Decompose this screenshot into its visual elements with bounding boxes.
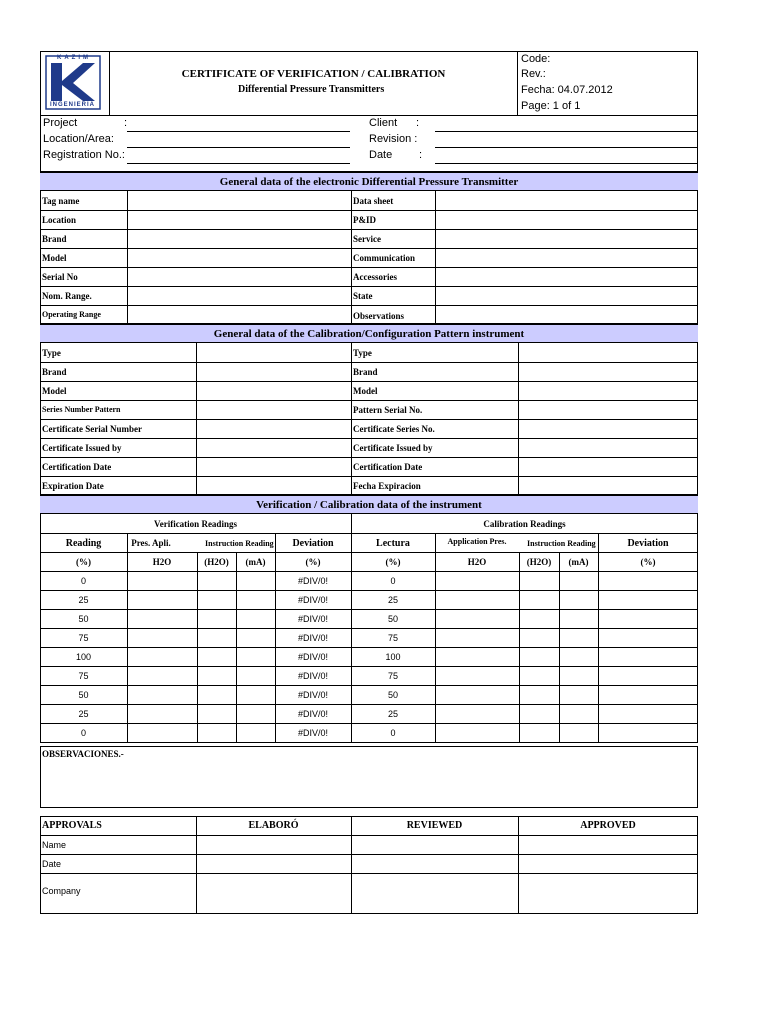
pattern-field-label: Model (42, 386, 67, 396)
pattern-field-label: Certificate Issued by (42, 443, 122, 453)
deviation-cell[interactable] (599, 591, 697, 609)
registration-label: Registration No.: (43, 149, 125, 161)
date-label: Date (369, 149, 393, 161)
unit-deviation-c: (%) (640, 557, 656, 567)
instruction-h2o-cell[interactable] (520, 724, 558, 742)
transmitter-field-label: Tag name (42, 196, 80, 206)
unit-h2o-c: (H2O) (526, 557, 552, 567)
code-label: Code: (521, 53, 551, 65)
transmitter-field-label: Nom. Range. (42, 291, 92, 301)
pattern-field-label: Pattern Serial No. (353, 405, 423, 415)
pattern-field-label: Brand (353, 367, 378, 377)
header-pres-apli: Pres. Apli. (131, 538, 171, 548)
approved-header: APPROVED (580, 820, 636, 831)
unit-h2o-v: (H2O) (204, 557, 229, 567)
deviation-value: #DIV/0! (297, 728, 328, 738)
pattern-field-label: Brand (42, 367, 67, 377)
lectura-value: 0 (390, 728, 396, 738)
verification-readings-title: Verification Readings (154, 519, 237, 529)
pattern-value-cell[interactable] (519, 477, 697, 495)
deviation-value: #DIV/0! (297, 652, 328, 662)
transmitter-value-cell[interactable] (436, 306, 697, 324)
pres-apli-cell[interactable] (128, 610, 196, 628)
pattern-value-cell[interactable] (519, 439, 697, 457)
pattern-field-label: Certificate Serial Number (42, 424, 142, 434)
pattern-section-title: General data of the Calibration/Configuration Pattern instrument (40, 324, 698, 343)
transmitter-value-cell[interactable] (128, 230, 350, 248)
observations-label: OBSERVACIONES.- (42, 749, 124, 759)
pattern-value-cell[interactable] (197, 439, 350, 457)
deviation-cell[interactable] (599, 705, 697, 723)
section3-line (40, 533, 698, 534)
pattern-value-cell[interactable] (519, 401, 697, 419)
reading-value: 25 (78, 709, 89, 719)
instruction-ma-cell[interactable] (237, 705, 274, 723)
instruction-ma-cell[interactable] (560, 629, 597, 647)
approval-entry-cell[interactable] (519, 874, 696, 913)
lectura-value: 50 (387, 690, 398, 700)
transmitter-value-cell[interactable] (436, 211, 697, 229)
reading-value: 75 (78, 671, 89, 681)
lectura-value: 100 (385, 652, 401, 662)
instruction-h2o-cell[interactable] (198, 572, 235, 590)
transmitter-section-title: General data of the electronic Differential Pressure Transmitter (40, 172, 698, 191)
instruction-h2o-cell[interactable] (520, 667, 558, 685)
location-area-label: Location/Area: (43, 133, 114, 145)
instruction-h2o-cell[interactable] (520, 648, 558, 666)
instruction-h2o-cell[interactable] (198, 724, 235, 742)
approvals-row-company: Company (42, 886, 81, 896)
reading-value: 50 (78, 614, 89, 624)
header-divider-left (109, 51, 110, 116)
instruction-h2o-cell[interactable] (198, 629, 235, 647)
deviation-value: #DIV/0! (297, 690, 328, 700)
unit-reading: (%) (76, 557, 91, 567)
date-colon: : (419, 149, 423, 161)
approval-entry-cell[interactable] (197, 855, 350, 873)
transmitter-value-cell[interactable] (128, 306, 350, 324)
pattern-value-cell[interactable] (197, 382, 350, 400)
revision-label: Revision : (369, 133, 418, 145)
application-pres-cell[interactable] (436, 591, 518, 609)
transmitter-field-label: Model (42, 253, 67, 263)
pattern-value-cell[interactable] (519, 344, 697, 362)
instruction-ma-cell[interactable] (560, 724, 597, 742)
company-logo (45, 55, 101, 110)
pattern-field-label: Series Number Pattern (42, 405, 121, 414)
instruction-ma-cell[interactable] (560, 686, 597, 704)
pattern-value-cell[interactable] (197, 477, 350, 495)
pattern-field-label: Certification Date (42, 462, 112, 472)
lectura-value: 75 (387, 671, 398, 681)
pres-apli-cell[interactable] (128, 724, 196, 742)
approval-entry-cell[interactable] (197, 874, 350, 913)
pattern-value-cell[interactable] (519, 458, 697, 476)
header-application-pres: Application Pres. (447, 537, 507, 546)
deviation-cell[interactable] (599, 667, 697, 685)
reviewed-header: REVIEWED (406, 820, 463, 831)
section3-line (40, 552, 698, 553)
approvals-header: APPROVALS (42, 820, 102, 831)
certificate-subtitle: Differential Pressure Transmitters (238, 84, 385, 95)
pattern-value-cell[interactable] (197, 458, 350, 476)
deviation-cell[interactable] (599, 686, 697, 704)
observations-box[interactable] (40, 746, 698, 808)
pres-apli-cell[interactable] (128, 667, 196, 685)
fecha-label: Fecha: 04.07.2012 (521, 84, 613, 96)
application-pres-cell[interactable] (436, 686, 518, 704)
pattern-value-cell[interactable] (519, 363, 697, 381)
instruction-ma-cell[interactable] (560, 591, 597, 609)
instruction-h2o-cell[interactable] (198, 591, 235, 609)
instruction-h2o-cell[interactable] (520, 629, 558, 647)
approval-entry-cell[interactable] (352, 855, 517, 873)
lectura-value: 75 (387, 633, 398, 643)
deviation-value: #DIV/0! (297, 614, 328, 624)
pattern-field-label: Fecha Expiracion (353, 481, 421, 491)
unit-ma-v: (mA) (245, 557, 266, 567)
instruction-ma-cell[interactable] (237, 724, 274, 742)
approvals-row-name: Name (42, 840, 67, 850)
transmitter-field-label: Observations (353, 311, 405, 321)
reading-value: 75 (78, 633, 89, 643)
instruction-ma-cell[interactable] (237, 610, 274, 628)
pattern-field-label: Certificate Series No. (353, 424, 435, 434)
header-instruction-reading-c: Instruction Reading (527, 539, 596, 548)
lectura-value: 25 (387, 595, 398, 605)
instruction-h2o-cell[interactable] (520, 572, 558, 590)
instruction-h2o-cell[interactable] (520, 610, 558, 628)
header-lectura: Lectura (376, 538, 410, 549)
pattern-field-label: Certificate Issued by (353, 443, 433, 453)
pres-apli-cell[interactable] (128, 686, 196, 704)
transmitter-field-label: P&ID (353, 215, 376, 225)
project-colon: : (124, 117, 128, 129)
transmitter-field-label: Serial No (42, 272, 78, 282)
deviation-cell[interactable] (599, 724, 697, 742)
transmitter-field-label: Service (353, 234, 381, 244)
application-pres-cell[interactable] (436, 572, 518, 590)
lectura-value: 0 (390, 576, 396, 586)
application-pres-cell[interactable] (436, 629, 518, 647)
transmitter-field-label: State (353, 291, 373, 301)
deviation-value: #DIV/0! (297, 595, 328, 605)
transmitter-value-cell[interactable] (436, 287, 697, 305)
application-pres-cell[interactable] (436, 724, 518, 742)
pattern-value-cell[interactable] (519, 420, 697, 438)
transmitter-value-cell[interactable] (436, 230, 697, 248)
instruction-h2o-cell[interactable] (520, 705, 558, 723)
unit-application-pres: H2O (467, 557, 487, 567)
instruction-h2o-cell[interactable] (520, 591, 558, 609)
approval-entry-cell[interactable] (352, 836, 517, 854)
pattern-value-cell[interactable] (197, 344, 350, 362)
date-field[interactable] (435, 163, 697, 164)
application-pres-cell[interactable] (436, 705, 518, 723)
lectura-value: 50 (387, 614, 398, 624)
pattern-field-label: Type (42, 348, 61, 358)
location-area-field[interactable] (127, 147, 350, 148)
reading-value: 25 (78, 595, 89, 605)
instruction-ma-cell[interactable] (237, 572, 274, 590)
application-pres-cell[interactable] (436, 610, 518, 628)
instruction-ma-cell[interactable] (237, 629, 274, 647)
client-field[interactable] (435, 131, 697, 132)
pattern-value-cell[interactable] (197, 363, 350, 381)
elaboro-header: ELABORÓ (248, 820, 299, 831)
transmitter-value-cell[interactable] (436, 192, 697, 210)
lectura-value: 25 (387, 709, 398, 719)
instruction-ma-cell[interactable] (237, 648, 274, 666)
transmitter-value-cell[interactable] (128, 249, 350, 267)
transmitter-field-label: Data sheet (353, 196, 394, 206)
logo-text-top: KAZIM (57, 55, 91, 61)
calibration-readings-title: Calibration Readings (483, 519, 566, 529)
instruction-ma-cell[interactable] (560, 705, 597, 723)
transmitter-field-label: Brand (42, 234, 67, 244)
registration-field[interactable] (127, 163, 350, 164)
project-field[interactable] (127, 131, 350, 132)
pattern-value-cell[interactable] (197, 420, 350, 438)
instruction-h2o-cell[interactable] (198, 610, 235, 628)
deviation-cell[interactable] (599, 610, 697, 628)
transmitter-value-cell[interactable] (436, 249, 697, 267)
header-deviation-v: Deviation (292, 538, 334, 549)
header-divider-right (517, 51, 518, 116)
instruction-h2o-cell[interactable] (198, 648, 235, 666)
deviation-value: #DIV/0! (297, 709, 328, 719)
transmitter-value-cell[interactable] (128, 268, 350, 286)
instruction-ma-cell[interactable] (560, 648, 597, 666)
pattern-value-cell[interactable] (197, 401, 350, 419)
transmitter-value-cell[interactable] (436, 268, 697, 286)
deviation-value: #DIV/0! (297, 633, 328, 643)
instruction-ma-cell[interactable] (560, 610, 597, 628)
instruction-h2o-cell[interactable] (520, 686, 558, 704)
unit-pres-apli: H2O (152, 557, 172, 567)
instruction-h2o-cell[interactable] (198, 667, 235, 685)
rev-label: Rev.: (521, 68, 546, 80)
instruction-ma-cell[interactable] (560, 667, 597, 685)
instruction-h2o-cell[interactable] (198, 686, 235, 704)
calibration-section-title: Verification / Calibration data of the instrument (40, 495, 698, 514)
transmitter-value-cell[interactable] (128, 287, 350, 305)
logo-text-bottom: INGENIERIA (50, 102, 96, 108)
project-label: Project (43, 117, 78, 129)
pattern-field-label: Type (353, 348, 372, 358)
instruction-ma-cell[interactable] (237, 686, 274, 704)
unit-deviation-v: (%) (305, 557, 321, 567)
transmitter-field-label: Communication (353, 253, 416, 263)
deviation-value: #DIV/0! (297, 671, 328, 681)
unit-ma-c: (mA) (568, 557, 589, 567)
reading-value: 0 (80, 576, 86, 586)
transmitter-value-cell[interactable] (128, 192, 350, 210)
pres-apli-cell[interactable] (128, 572, 196, 590)
deviation-value: #DIV/0! (297, 576, 328, 586)
approval-entry-cell[interactable] (519, 836, 696, 854)
header-deviation-c: Deviation (627, 538, 669, 549)
deviation-cell[interactable] (599, 648, 697, 666)
client-label: Client (369, 117, 398, 129)
pres-apli-cell[interactable] (128, 648, 196, 666)
page-label: Page: 1 of 1 (521, 100, 581, 112)
application-pres-cell[interactable] (436, 648, 518, 666)
reading-value: 50 (78, 690, 89, 700)
instruction-ma-cell[interactable] (560, 572, 597, 590)
approval-entry-cell[interactable] (519, 855, 696, 873)
pattern-field-label: Model (353, 386, 378, 396)
pres-apli-cell[interactable] (128, 705, 196, 723)
reading-value: 100 (75, 652, 92, 662)
pattern-field-label: Expiration Date (42, 481, 104, 491)
transmitter-field-label: Accessories (353, 272, 397, 282)
certificate-title: CERTIFICATE OF VERIFICATION / CALIBRATION (181, 68, 446, 80)
approval-entry-cell[interactable] (197, 836, 350, 854)
instruction-ma-cell[interactable] (237, 591, 274, 609)
deviation-cell[interactable] (599, 572, 697, 590)
approval-entry-cell[interactable] (352, 874, 517, 913)
header-instruction-reading-v: Instruction Reading (205, 539, 274, 548)
revision-field[interactable] (435, 147, 697, 148)
pattern-field-label: Certification Date (353, 462, 423, 472)
instruction-h2o-cell[interactable] (198, 705, 235, 723)
application-pres-cell[interactable] (436, 667, 518, 685)
approvals-row-date: Date (42, 859, 62, 869)
transmitter-field-label: Operating Range (42, 310, 101, 319)
pres-apli-cell[interactable] (128, 629, 196, 647)
reading-value: 0 (80, 728, 86, 738)
instruction-ma-cell[interactable] (237, 667, 274, 685)
header-reading: Reading (65, 538, 102, 549)
client-colon: : (416, 117, 420, 129)
pres-apli-cell[interactable] (128, 591, 196, 609)
pattern-value-cell[interactable] (519, 382, 697, 400)
transmitter-field-label: Location (42, 215, 77, 225)
unit-lectura: (%) (385, 557, 401, 567)
deviation-cell[interactable] (599, 629, 697, 647)
transmitter-value-cell[interactable] (128, 211, 350, 229)
